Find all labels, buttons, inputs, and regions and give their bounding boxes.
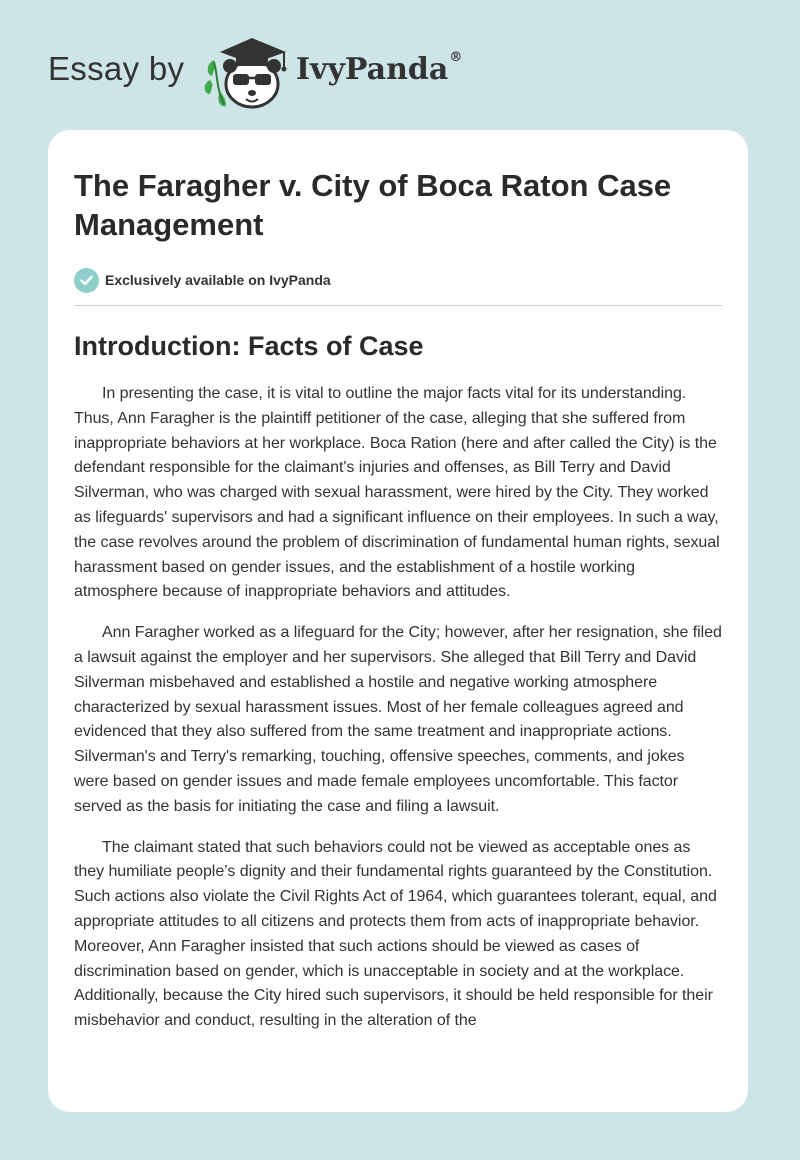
exclusive-badge [74, 266, 722, 294]
brand-logo-text[interactable] [296, 52, 462, 87]
paragraph-1: In presenting the case, it is vital to outline the major facts vital for its understanding. Thus, Ann Faragher is the plaintiff petitioner of the case, alleging that she suffered from inappropriate behaviors at her workplace. Boca Ration (here and after called the City) is the defendant responsible for the claimant's injuries and offenses, as Bill Terry and David Silverman, who was charged with sexual harassment, were hired by the City. They worked as lifeguards' supervisors and had a significant influence on their employees. In such a way, the case revolves around the problem of discrimination of fundamental human rights, sexual harassment based on gender issues, and the establishment of a hostile working atmosphere because of inappropriate behaviors and attitudes. [74, 385, 720, 601]
paragraph-3: The claimant stated that such behaviors could not be viewed as acceptable ones as they humiliate people’s dignity and their fundamental rights guaranteed by the Constitution. Such actions also violate the Civil Rights Act of 1964, which guarantees tolerant, equal, and appropriate attitudes to all citizens and protects them from acts of inappropriate behavior. Moreover, Ann Faragher insisted that such actions should be viewed as cases of discrimination based on gender, which is unacceptable in society and at the workplace. Additionally, because the City hired such supervisors, it should be held responsible for their misbehavior and conduct, resulting in the alteration of the [74, 838, 717, 1030]
essay-by-label: Essay by [48, 50, 185, 87]
panda-graduate-icon[interactable] [200, 30, 292, 112]
site-header [0, 0, 800, 120]
registered-mark: ® [449, 50, 463, 65]
exclusive-label: Exclusively available on IvyPanda [105, 272, 331, 288]
divider [74, 305, 722, 306]
brand-name: IvyPanda [296, 52, 449, 87]
essay-card [48, 130, 748, 1112]
check-icon [74, 268, 99, 293]
section-heading: Introduction: Facts of Case [74, 331, 424, 361]
essay-title: The Faragher v. City of Boca Raton Case Management [74, 168, 672, 242]
paragraph-2: Ann Faragher worked as a lifeguard for the City; however, after her resignation, she filed a lawsuit against the employer and her supervisors. She alleged that Bill Terry and David Silverman misbehaved and established a hostile and negative working atmosphere characterized by sexual harassment issues. Most of her female colleagues agreed and evidenced that they also suffered from the same treatment and inappropriate actions. Silverman's and Terry's remarking, touching, offensive speeches, comments, and jokes were based on gender issues and made female employees uncomfortable. This factor served as the basis for initiating the case and filing a lawsuit. [74, 624, 722, 815]
